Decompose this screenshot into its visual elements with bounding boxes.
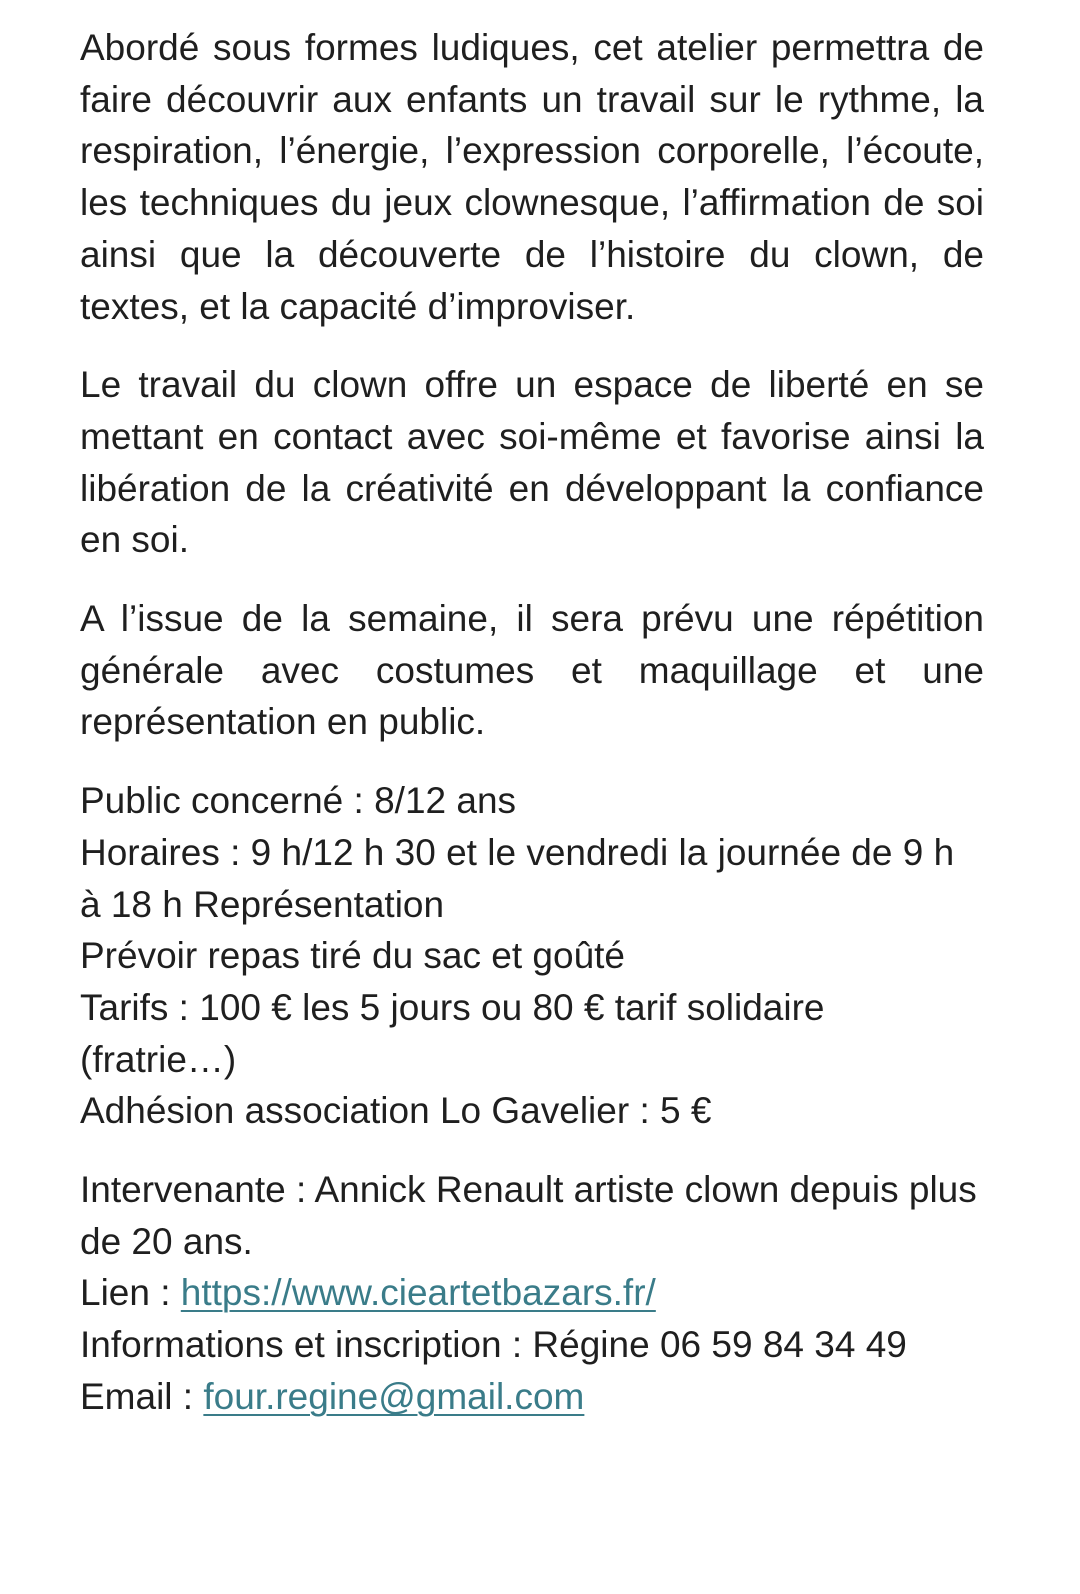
email-link[interactable]: four.regine@gmail.com (203, 1375, 585, 1417)
intro-paragraph: Abordé sous formes ludiques, cet atelier permettra de faire découvrir aux enfants un travail sur le rythme, la respiration, l’énergie, l’expression corporelle, l’écoute, les techniques du jeux clownesque, l’affirmation de soi ainsi que la découverte de l’histoire du clown, de textes, et la capacité d’improviser. (80, 27, 984, 327)
public-info: Public concerné : 8/12 ans (80, 780, 517, 822)
website-label: Lien : (80, 1272, 181, 1314)
final-show-paragraph: A l’issue de la semaine, il sera prévu une répétition générale avec costumes et maquillage et une représentation en public. (80, 598, 984, 743)
clown-work-paragraph: Le travail du clown offre un espace de liberté en se mettant en contact avec soi-même et favorise ainsi la libération de la créativité en développant la confiance en soi. (80, 364, 984, 561)
registration-info: Informations et inscription : Régine 06 59 84 34 49 (80, 1324, 907, 1366)
membership-info: Adhésion association Lo Gavelier : 5 € (80, 1090, 712, 1132)
instructor-info: Intervenante : Annick Renault artiste clown depuis plus de 20 ans. (80, 1169, 977, 1262)
document-body (80, 22, 984, 1450)
practical-info-block (80, 775, 984, 1137)
schedule-info: Horaires : 9 h/12 h 30 et le vendredi la journée de 9 h à 18 h Représentation (80, 831, 955, 925)
pricing-info: Tarifs : 100 € les 5 jours ou 80 € tarif solidaire (fratrie…) (80, 986, 825, 1080)
email-line (80, 1371, 984, 1423)
contact-block (80, 1164, 984, 1423)
meal-info: Prévoir repas tiré du sac et goûté (80, 935, 626, 977)
email-label: Email : (80, 1375, 204, 1417)
website-line (80, 1267, 984, 1319)
website-link[interactable]: https://www.cieartetbazars.fr/ (180, 1272, 656, 1314)
